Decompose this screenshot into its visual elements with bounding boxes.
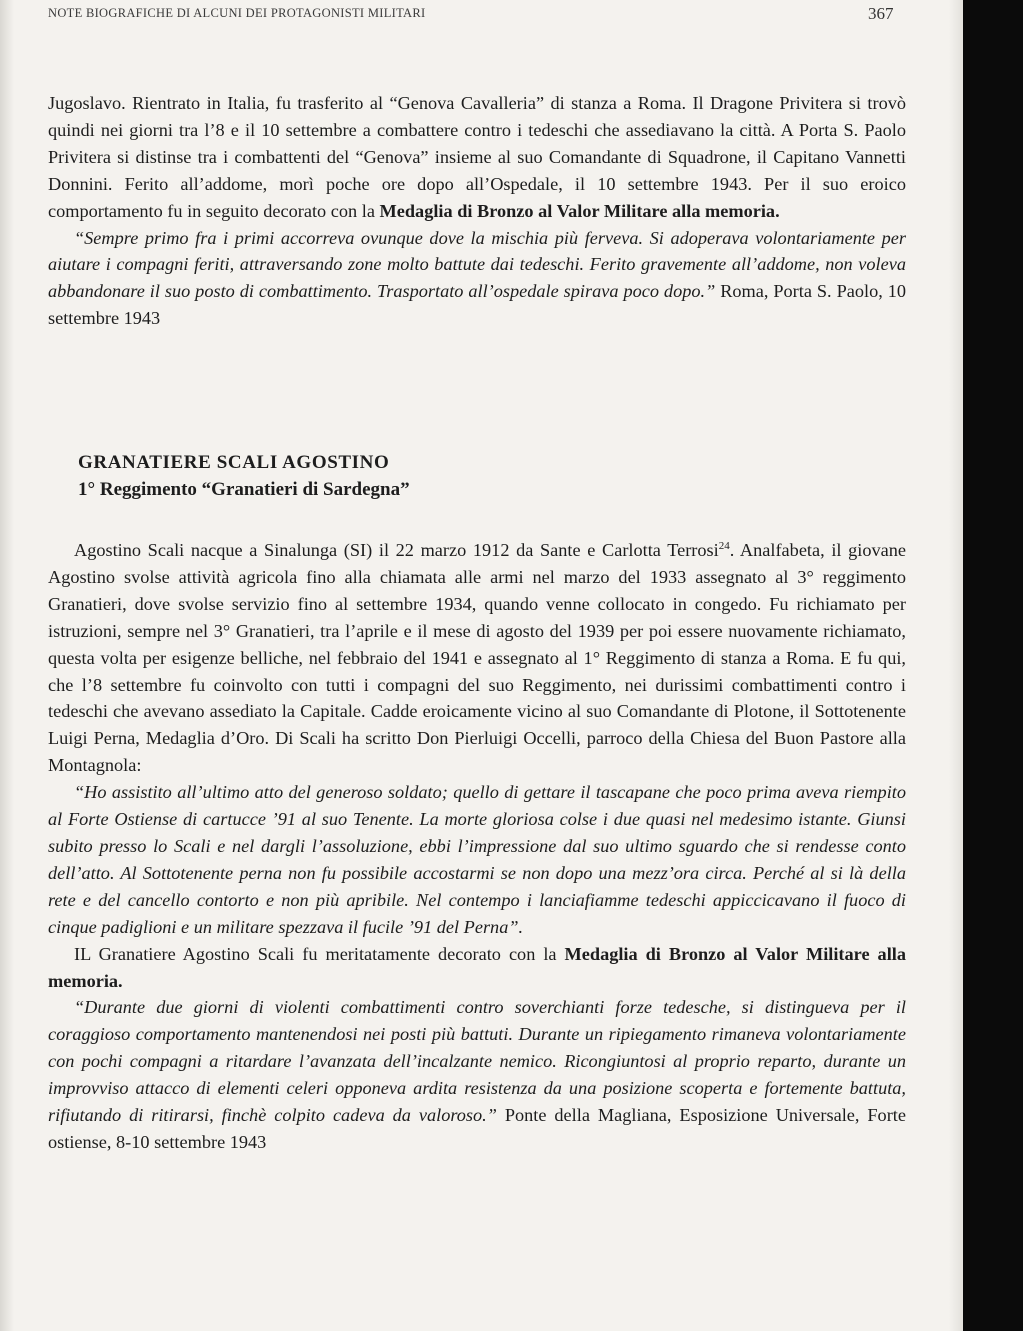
occelli-quote: “Ho assistito all’ultimo atto del generoso soldato; quello di gettare il tascapane che poco prima aveva riempito al Forte Ostiense di cartucce ’91 al suo Tenente. La morte gloriosa colse i due quasi nel medesimo istante. Giunsi subito presso lo Scali e nel dargli l’assoluzione, ebbi l’impressione dal suo ultimo sguardo che si rendesse conto dell’atto. Al Sottotenente perna non fu possibile accostarmi se non dopo una mezz’ora circa. Perché al si là della rete e del cancello contorto e non più apribile. Nel contempo i lanciafiamme tedeschi appiccicavano il fuoco di cinque padiglioni e un militare spezzava il fucile ’91 del Perna”. <box>48 782 906 937</box>
running-title: NOTE BIOGRAFICHE DI ALCUNI DEI PROTAGONISTI MILITARI <box>48 6 426 20</box>
page-left-shadow <box>0 0 14 1331</box>
privitera-paragraph <box>48 90 906 225</box>
occelli-quote-paragraph <box>48 779 906 940</box>
page-number: 367 <box>868 4 894 23</box>
scali-citation: “Durante due giorni di violenti combattimenti contro soverchianti forze tedesche, si distingueva per il coraggioso comportamento mantenendosi nei posti più battuti. Durante un ripiegamento rimaneva volontariamente con pochi compagni a ritardare l’avanzata dell’incalzante nemico. Ricongiuntosi al proprio reparto, durante un improvviso attacco di elementi celeri opponeva ardita resistenza da una posizione scoperta e fortemente battuta, rifiutando di ritirarsi, finchè colpito cadeva da valoroso.” <box>48 997 906 1126</box>
scali-bio-paragraph <box>48 537 906 779</box>
scali-citation-place: Ponte della Magliana, Esposizione Universale, Forte ostiense, 8-10 settembre 1943 <box>48 1105 906 1152</box>
privitera-citation: “Sempre primo fra i primi accorreva ovunque dove la mischia più ferveva. Si adoperava volontariamente per aiutare i compagni feriti, attraversando zone molto battute dai tedeschi. Ferito gravemente all’addome, non voleva abbandonare il suo posto di combattimento. Trasportato all’ospedale spirava poco dopo.” <box>48 227 906 302</box>
section-subtitle: 1° Reggimento “Granatieri di Sardegna” <box>78 479 410 500</box>
page-right-gutter <box>949 0 963 1331</box>
scan-black-border <box>963 0 1023 1331</box>
privitera-bio: Jugoslavo. Rientrato in Italia, fu trasferito al “Genova Cavalleria” di stanza a Roma. Il Dragone Privitera si trovò quindi nei giorni tra l’8 e il 10 settembre a combattere contro i tedeschi che assediavano la città. A Porta S. Paolo Privitera si distinse tra i combattenti del “Genova” insieme al suo Comandante di Squadrone, il Capitano Vannetti Donnini. Ferito all’addome, morì poche ore dopo all’Ospedale, il 10 settembre 1943. Per il suo eroico comportamento fu in seguito decorato con la <box>48 93 906 221</box>
privitera-citation-paragraph <box>48 225 906 333</box>
scali-medal: Medaglia di Bronzo al Valor Militare alla memoria. <box>48 943 906 991</box>
scali-award-paragraph <box>48 941 906 995</box>
privitera-medal: Medaglia di Bronzo al Valor Militare alla memoria. <box>379 200 780 221</box>
privitera-section <box>48 90 906 332</box>
scali-section <box>48 537 906 1156</box>
footnote-reference: 24 <box>718 539 730 552</box>
scali-bio-continued: . Analfabeta, il giovane Agostino svolse attività agricola fino alla chiamata alle armi nel marzo del 1933 assegnato al 3° reggimento Granatieri, dove svolse servizio fino al settembre 1934, quando venne collocato in congedo. Fu richiamato per istruzioni, sempre nel 3° Granatieri, tra l’aprile e il mese di agosto del 1939 per poi essere nuovamente richiamato, questa volta per esigenze belliche, nel febbraio del 1941 e assegnato al 1° Reggimento di stanza a Roma. E fu qui, che l’8 settembre fu coinvolto con tutti i compagni del suo Reggimento, nei durissimi combattimenti contro i tedeschi che avevano assediato la Capitale. Cadde eroicamente vicino al suo Comandante di Plotone, il Sottotenente Luigi Perna, Medaglia d’Oro. Di Scali ha scritto Don Pierluigi Occelli, parroco della Chiesa del Buon Pastore alla Montagnola: <box>48 540 907 776</box>
scali-bio: Agostino Scali nacque a Sinalunga (SI) il 22 marzo 1912 da Sante e Carlotta Terrosi <box>74 540 719 560</box>
privitera-citation-place: Roma, Porta S. Paolo, 10 settembre 1943 <box>48 281 907 329</box>
scali-citation-paragraph <box>48 994 906 1155</box>
scali-award-intro: IL Granatiere Agostino Scali fu meritatamente decorato con la <box>74 943 557 964</box>
section-title: GRANATIERE SCALI AGOSTINO <box>78 452 390 473</box>
